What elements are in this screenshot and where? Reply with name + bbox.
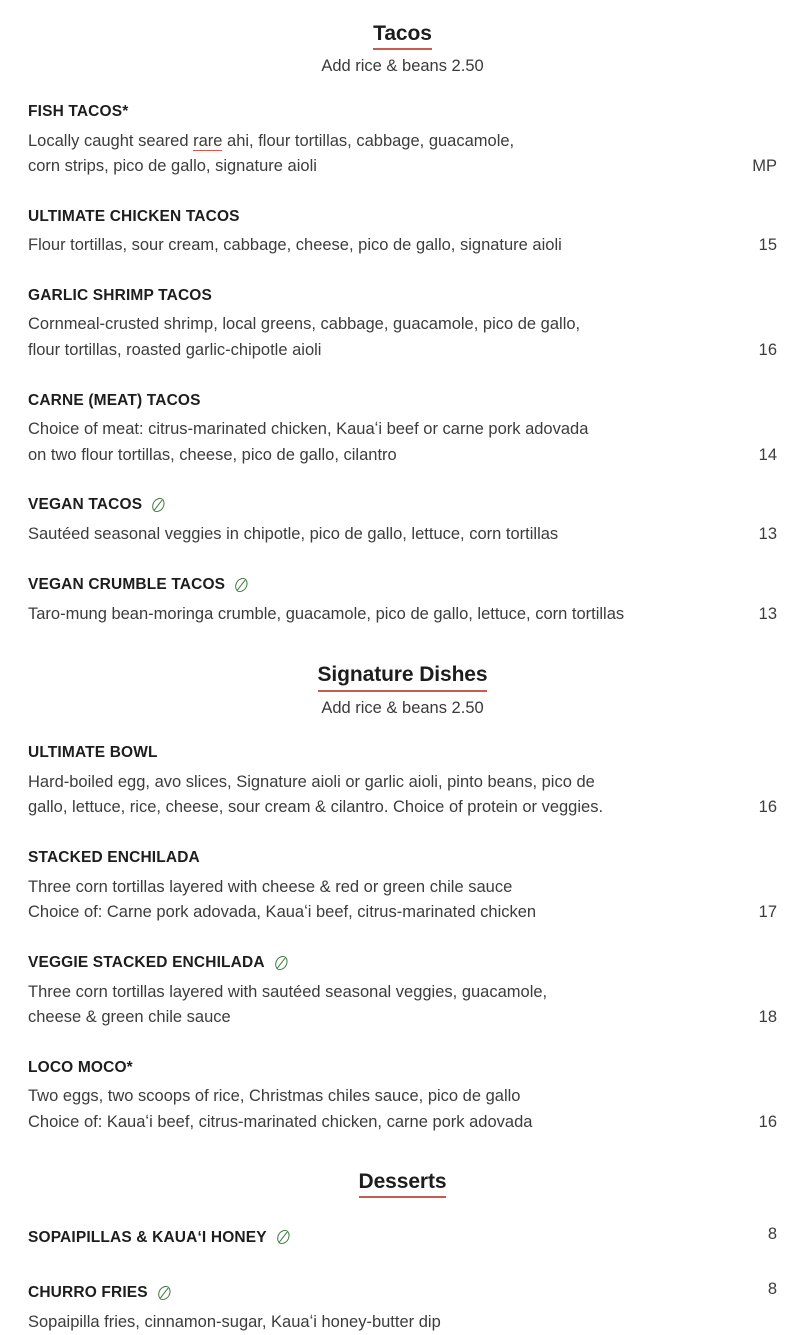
- menu-item: [28, 1059, 777, 1136]
- menu-item-name: LOCO MOCO*: [28, 1058, 133, 1076]
- menu-item-name: VEGAN CRUMBLE TACOS: [28, 576, 226, 594]
- menu-item-price: 18: [758, 1008, 777, 1027]
- menu-item-row: [28, 522, 777, 548]
- menu-item-row: [28, 1277, 777, 1303]
- menu-item-name-row: [28, 287, 777, 306]
- menu-item-price: 17: [758, 903, 777, 922]
- menu-item-description: [28, 233, 729, 259]
- section-title: Desserts: [359, 1170, 447, 1198]
- section-header-signature-dishes: [28, 663, 777, 691]
- leaf-icon: [232, 576, 251, 595]
- menu-item-name-row: [28, 208, 777, 227]
- description-line: Choice of: Carne pork adovada, Kauaʻi beef, citrus-marinated chicken: [28, 903, 537, 922]
- leaf-icon: [155, 1284, 174, 1303]
- menu-item-price: 14: [758, 445, 777, 464]
- menu-item-name: STACKED ENCHILADA: [28, 849, 200, 867]
- menu-item-name-row: [28, 576, 777, 595]
- menu-item-row: [28, 980, 777, 1031]
- menu-item-description: [28, 602, 729, 628]
- menu-item: [28, 1222, 777, 1248]
- menu-item-name: ULTIMATE CHICKEN TACOS: [28, 207, 240, 225]
- menu-item-name: ULTIMATE BOWL: [28, 744, 158, 762]
- menu-item: [28, 392, 777, 469]
- menu-item: [28, 1277, 777, 1335]
- menu-item: [28, 576, 777, 628]
- menu-item-price: 16: [758, 1113, 777, 1132]
- menu-item-row: [28, 875, 777, 926]
- leaf-icon: [272, 954, 291, 973]
- menu-item-description: [28, 129, 729, 180]
- description-line: Choice of: Kauaʻi beef, citrus-marinated chicken, carne pork adovada: [28, 1113, 533, 1132]
- menu-item-row: [28, 417, 777, 468]
- section-title: Tacos: [373, 22, 432, 50]
- description-line: flour tortillas, roasted garlic-chipotle aioli: [28, 340, 322, 359]
- menu-item-description: [28, 770, 729, 821]
- description-line: gallo, lettuce, rice, cheese, sour cream & cilantro. Choice of protein or veggies.: [28, 798, 604, 817]
- menu-item: [28, 103, 777, 180]
- menu-item-name-row: [28, 1284, 174, 1303]
- menu-item-row: [28, 1084, 777, 1135]
- section-header-desserts: [28, 1170, 777, 1198]
- description-line: Sautéed seasonal veggies in chipotle, pico de gallo, lettuce, corn tortillas: [28, 525, 559, 544]
- menu-item-row: [28, 129, 777, 180]
- menu-item-price: 8: [767, 1280, 777, 1299]
- description-line: Sopaipilla fries, cinnamon-sugar, Kauaʻi honey-butter dip: [28, 1312, 441, 1331]
- description-line: Flour tortillas, sour cream, cabbage, cheese, pico de gallo, signature aioli: [28, 236, 562, 255]
- description-line: Cornmeal-crusted shrimp, local greens, cabbage, guacamole, pico de gallo,: [28, 315, 581, 334]
- menu-item-price: 13: [758, 525, 777, 544]
- menu-item-row: [28, 602, 777, 628]
- menu-item-description: [28, 312, 729, 363]
- menu-item-name-row: [28, 1228, 293, 1247]
- menu-item-price: 13: [758, 604, 777, 623]
- menu-item-name: VEGGIE STACKED ENCHILADA: [28, 953, 265, 971]
- menu-item: [28, 744, 777, 821]
- menu-item-name-row: [28, 1059, 777, 1078]
- menu-item-price: 8: [767, 1224, 777, 1243]
- menu-item-price: MP: [752, 157, 777, 176]
- menu-item-name: SOPAIPILLAS & KAUAʻI HONEY: [28, 1228, 267, 1246]
- menu-item: [28, 496, 777, 548]
- menu-item-price: 16: [758, 340, 777, 359]
- section-title: Signature Dishes: [318, 663, 488, 691]
- description-line: Locally caught seared rare ahi, flour tortillas, cabbage, guacamole,: [28, 131, 515, 150]
- menu-item-description: [28, 875, 729, 926]
- description-line: Hard-boiled egg, avo slices, Signature aioli or garlic aioli, pinto beans, pico de: [28, 772, 595, 791]
- description-line: Two eggs, two scoops of rice, Christmas chiles sauce, pico de gallo: [28, 1087, 521, 1106]
- menu-item-price: 15: [758, 236, 777, 255]
- leaf-icon: [149, 496, 168, 515]
- description-line: Three corn tortillas layered with cheese & red or green chile sauce: [28, 877, 513, 896]
- menu-item-description: [28, 1310, 777, 1335]
- description-line: cheese & green chile sauce: [28, 1008, 231, 1027]
- menu-item-name-row: [28, 954, 777, 973]
- menu-item: [28, 287, 777, 364]
- menu-item-description: [28, 1084, 729, 1135]
- menu-item-row: [28, 1222, 777, 1248]
- section-header-tacos: [28, 22, 777, 50]
- menu-item-description: [28, 522, 729, 548]
- menu-item: [28, 208, 777, 259]
- menu-item-name-row: [28, 392, 777, 411]
- menu-item-name-row: [28, 103, 777, 122]
- description-line: Three corn tortillas layered with sautéed seasonal veggies, guacamole,: [28, 982, 548, 1001]
- menu-item-description: [28, 980, 729, 1031]
- section-subtitle: Add rice & beans 2.50: [321, 57, 484, 76]
- menu-item-row: [28, 770, 777, 821]
- menu-item-name: CHURRO FRIES: [28, 1284, 148, 1302]
- menu-item-row: [28, 233, 777, 259]
- menu-item-name: FISH TACOS*: [28, 102, 129, 120]
- menu-item-description: [28, 417, 729, 468]
- menu-item-row: [28, 312, 777, 363]
- menu-item: [28, 849, 777, 926]
- description-line: on two flour tortillas, cheese, pico de gallo, cilantro: [28, 445, 397, 464]
- menu-item-price: 16: [758, 798, 777, 817]
- menu-item-name: VEGAN TACOS: [28, 496, 143, 514]
- menu-item-name-row: [28, 496, 777, 515]
- leaf-icon: [274, 1228, 293, 1247]
- menu-item: [28, 954, 777, 1031]
- menu-item-name-row: [28, 849, 777, 868]
- menu-item-name: GARLIC SHRIMP TACOS: [28, 286, 212, 304]
- description-line: Choice of meat: citrus-marinated chicken, Kauaʻi beef or carne pork adovada: [28, 420, 589, 439]
- description-line: corn strips, pico de gallo, signature aioli: [28, 157, 317, 176]
- description-line: Taro-mung bean-moringa crumble, guacamole, pico de gallo, lettuce, corn tortillas: [28, 604, 625, 623]
- menu-item-name-row: [28, 744, 777, 763]
- menu-item-name: CARNE (MEAT) TACOS: [28, 391, 201, 409]
- section-subtitle: Add rice & beans 2.50: [321, 698, 484, 717]
